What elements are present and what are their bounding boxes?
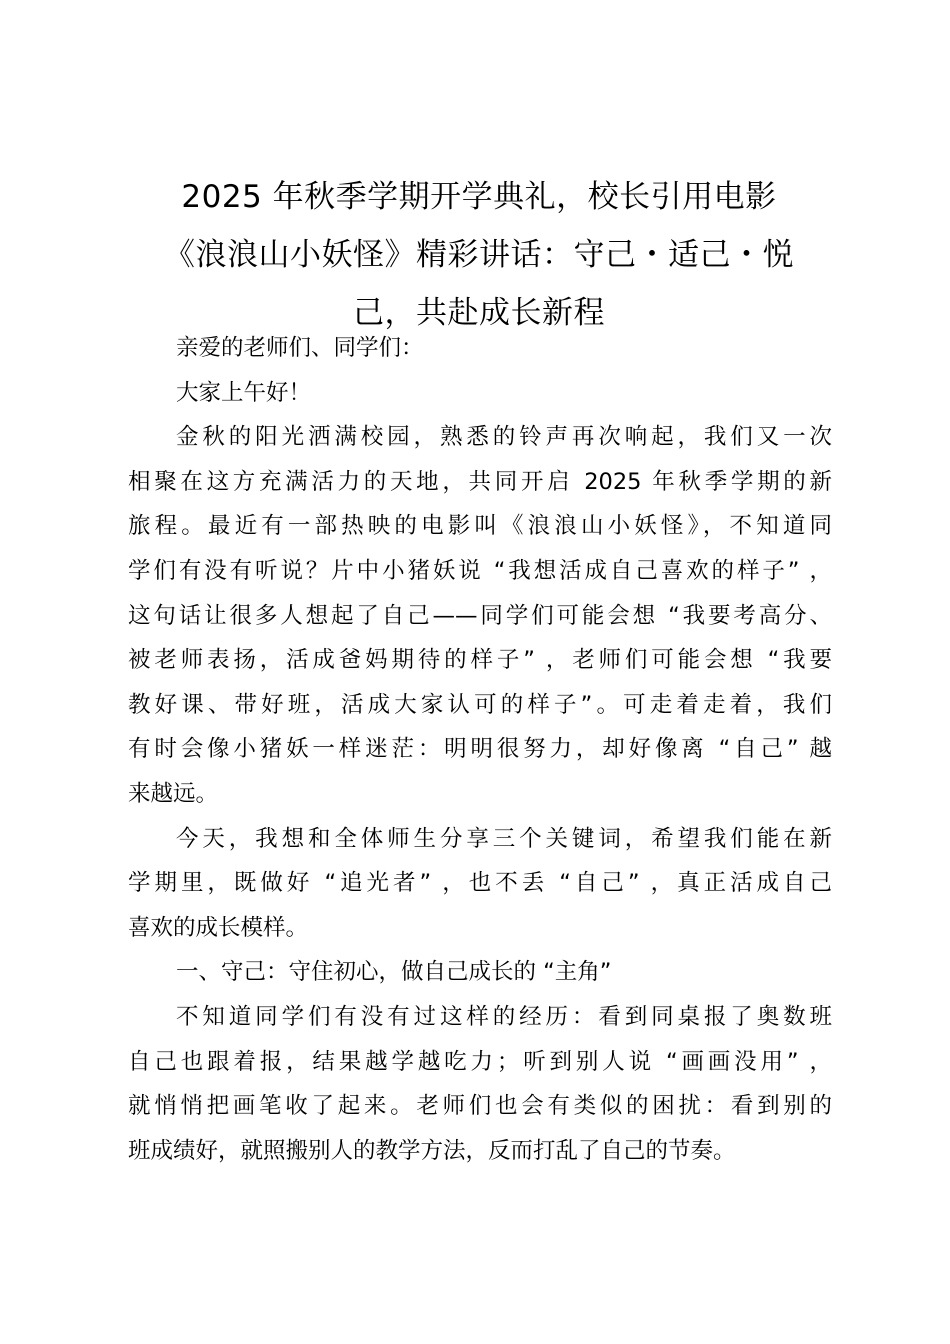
title-line: 《浪浪山小妖怪》精彩讲话：守己・适己・悦 <box>164 237 794 273</box>
text-line: 大家上午好！ <box>176 379 312 406</box>
text-line: 一、守己：守住初心，做自己成长的 “主角” <box>176 959 612 986</box>
text-line: 就悄悄把画笔收了起来。老师们也会有类似的困扰：看到别的 <box>128 1093 832 1120</box>
text-line: 班成绩好，就照搬别人的教学方法，反而打乱了自己的节奏。 <box>128 1137 736 1164</box>
title-line: 己，共赴成长新程 <box>353 295 605 331</box>
text-line: 不知道同学们有没有过这样的经历：看到同桌报了奥数班 <box>176 1003 832 1030</box>
text-line: 学期里，既做好 “追光者” ，也不丢 “自己” ，真正活成自己 <box>128 870 832 897</box>
section-heading <box>128 950 832 995</box>
body-paragraph <box>128 817 832 951</box>
text-line: 被老师表扬，活成爸妈期待的样子” ，老师们可能会想 “我要 <box>128 647 832 674</box>
greeting-paragraph <box>128 371 832 416</box>
text-line: 教好课、带好班，活成大家认可的样子”。可走着走着，我们 <box>128 691 832 718</box>
body-paragraph <box>128 415 832 816</box>
text-line: 今天，我想和全体师生分享三个关键词，希望我们能在新 <box>176 825 832 852</box>
text-line: 来越远。 <box>128 780 219 807</box>
title-line: 2025 年秋季学期开学典礼，校长引用电影 <box>181 179 777 215</box>
text-line: 喜欢的成长模样。 <box>128 914 309 941</box>
text-line: 亲爱的老师们、同学们： <box>176 335 424 361</box>
document-title <box>128 168 830 342</box>
document-body <box>128 326 832 1173</box>
text-line: 金秋的阳光洒满校园，熟悉的铃声再次响起，我们又一次 <box>176 424 832 451</box>
body-paragraph <box>128 995 832 1173</box>
text-line: 学们有没有听说？片中小猪妖说 “我想活成自己喜欢的样子” ， <box>128 557 832 584</box>
salutation-paragraph <box>128 326 832 371</box>
text-line: 这句话让很多人想起了自己——同学们可能会想 “我要考高分、 <box>128 602 832 629</box>
text-line: 有时会像小猪妖一样迷茫：明明很努力，却好像离 “自己” 越 <box>128 736 832 763</box>
text-line: 相聚在这方充满活力的天地，共同开启 2025 年秋季学期的新 <box>128 468 832 495</box>
text-line: 自己也跟着报，结果越学越吃力；听到别人说 “画画没用” ， <box>128 1048 832 1075</box>
text-line: 旅程。最近有一部热映的电影叫《浪浪山小妖怪》，不知道同 <box>128 513 832 540</box>
